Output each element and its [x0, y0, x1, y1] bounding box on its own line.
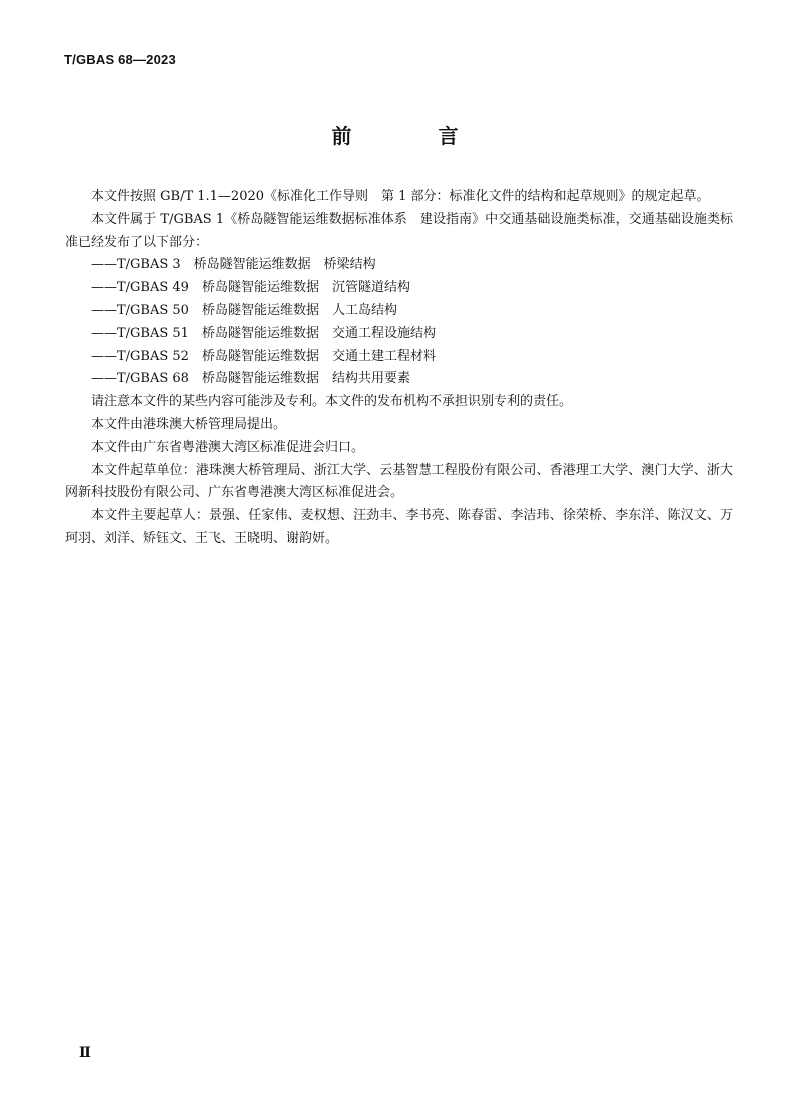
list-item: ——T/GBAS 51 桥岛隧智能运维数据 交通工程设施结构: [91, 325, 436, 341]
page-title: 前 言: [331, 124, 499, 148]
page-number: Ⅱ: [79, 1045, 91, 1061]
paragraph-administrator: 本文件由广东省粤港澳大湾区标准促进会归口。: [91, 439, 365, 455]
paragraph-drafting-rules: 本文件按照 GB/T 1.1—2020《标准化工作导则 第 1 部分：标准化文件的结构和起草规则》的规定起草。: [91, 189, 710, 204]
list-item: ——T/GBAS 68 桥岛隧智能运维数据 结构共用要素: [91, 371, 410, 387]
list-item: ——T/GBAS 50 桥岛隧智能运维数据 人工岛结构: [91, 302, 397, 318]
foreword-body: [65, 186, 733, 551]
paragraph-proposer: 本文件由港珠澳大桥管理局提出。: [91, 416, 287, 432]
document-code: T/GBAS 68—2023: [64, 52, 176, 67]
paragraph-patent-notice: 请注意本文件的某些内容可能涉及专利。本文件的发布机构不承担识别专利的责任。: [91, 394, 573, 410]
list-item: ——T/GBAS 3 桥岛隧智能运维数据 桥梁结构: [91, 257, 376, 273]
list-item: ——T/GBAS 49 桥岛隧智能运维数据 沉管隧道结构: [91, 280, 410, 296]
paragraph-standard-series: 本文件属于 T/GBAS 1《桥岛隧智能运维数据标准体系 建设指南》中交通基础设施类标准，交通基础设施类标准已经发布了以下部分：: [65, 211, 733, 250]
list-item: ——T/GBAS 52 桥岛隧智能运维数据 交通土建工程材料: [91, 348, 436, 364]
paragraph-drafting-units: 本文件起草单位：港珠澳大桥管理局、浙江大学、云基智慧工程股份有限公司、香港理工大学、澳门大学、浙大网新科技股份有限公司、广东省粤港澳大湾区标准促进会。: [65, 462, 733, 501]
paragraph-drafters: 本文件主要起草人：景强、任家伟、麦权想、汪劲丰、李书亮、陈春雷、李洁玮、徐荣桥、李东洋、陈汉文、万珂羽、刘洋、矫钰文、王飞、王晓明、谢韵妍。: [65, 508, 733, 546]
published-parts-list: [65, 254, 733, 391]
